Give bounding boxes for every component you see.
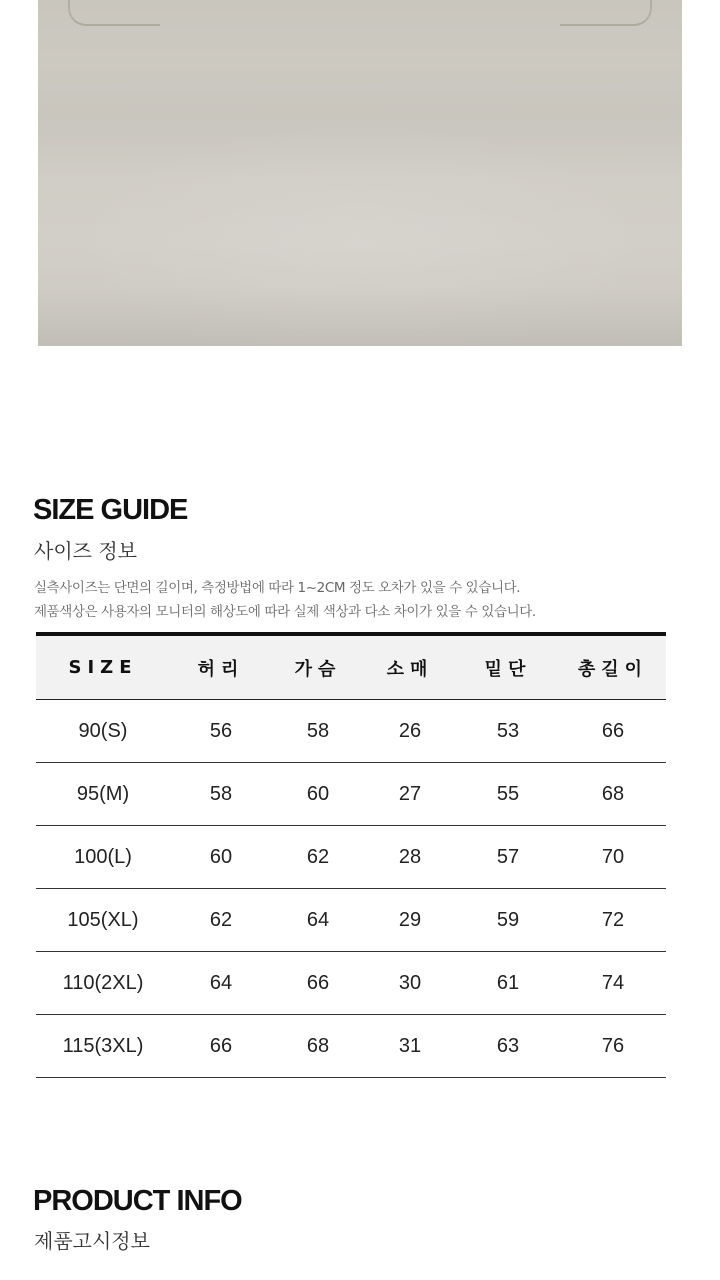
header-total-length: 총길이 [560, 634, 666, 700]
sleeve-cell: 29 [364, 889, 456, 952]
size-guide-title: SIZE GUIDE [33, 494, 188, 526]
chest-cell: 58 [272, 700, 364, 763]
header-size: SIZE [36, 634, 170, 700]
sleeve-cell: 26 [364, 700, 456, 763]
hem-cell: 61 [456, 952, 560, 1015]
product-photo [38, 0, 682, 346]
length-cell: 72 [560, 889, 666, 952]
header-hem: 밑단 [456, 634, 560, 700]
sleeve-cell: 31 [364, 1015, 456, 1078]
size-table-header-row [36, 634, 666, 700]
note-measurement: 실측사이즈는 단면의 길이며, 측정방법에 따라 1~2CM 정도 오차가 있을 수 있습니다. [34, 580, 521, 596]
size-cell: 110(2XL) [36, 952, 170, 1015]
photo-fabric-fold [38, 60, 682, 180]
length-cell: 66 [560, 700, 666, 763]
table-row [36, 1015, 666, 1078]
waist-cell: 56 [170, 700, 272, 763]
table-row [36, 826, 666, 889]
hem-cell: 53 [456, 700, 560, 763]
photo-seam-right [560, 0, 652, 26]
size-cell: 90(S) [36, 700, 170, 763]
size-cell: 95(M) [36, 763, 170, 826]
header-sleeve: 소매 [364, 634, 456, 700]
size-guide-notes [34, 576, 674, 624]
product-info-subtitle: 제품고시정보 [34, 1229, 150, 1253]
table-row [36, 952, 666, 1015]
hem-cell: 55 [456, 763, 560, 826]
sleeve-cell: 27 [364, 763, 456, 826]
chest-cell: 68 [272, 1015, 364, 1078]
length-cell: 68 [560, 763, 666, 826]
waist-cell: 60 [170, 826, 272, 889]
photo-seam-left [68, 0, 160, 26]
size-guide-subtitle: 사이즈 정보 [34, 539, 137, 563]
size-cell: 100(L) [36, 826, 170, 889]
waist-cell: 66 [170, 1015, 272, 1078]
hem-cell: 57 [456, 826, 560, 889]
length-cell: 70 [560, 826, 666, 889]
length-cell: 76 [560, 1015, 666, 1078]
sleeve-cell: 28 [364, 826, 456, 889]
waist-cell: 64 [170, 952, 272, 1015]
waist-cell: 62 [170, 889, 272, 952]
size-cell: 105(XL) [36, 889, 170, 952]
table-row [36, 763, 666, 826]
chest-cell: 60 [272, 763, 364, 826]
product-info-title: PRODUCT INFO [33, 1185, 242, 1217]
photo-hem-shadow [38, 286, 682, 346]
chest-cell: 64 [272, 889, 364, 952]
hem-cell: 59 [456, 889, 560, 952]
size-cell: 115(3XL) [36, 1015, 170, 1078]
table-row [36, 889, 666, 952]
chest-cell: 66 [272, 952, 364, 1015]
size-table [36, 632, 666, 1078]
header-chest: 가슴 [272, 634, 364, 700]
hem-cell: 63 [456, 1015, 560, 1078]
chest-cell: 62 [272, 826, 364, 889]
waist-cell: 58 [170, 763, 272, 826]
length-cell: 74 [560, 952, 666, 1015]
sleeve-cell: 30 [364, 952, 456, 1015]
header-waist: 허리 [170, 634, 272, 700]
note-color: 제품색상은 사용자의 모니터의 해상도에 따라 실제 색상과 다소 차이가 있을 수 있습니다. [34, 604, 536, 620]
table-row [36, 700, 666, 763]
